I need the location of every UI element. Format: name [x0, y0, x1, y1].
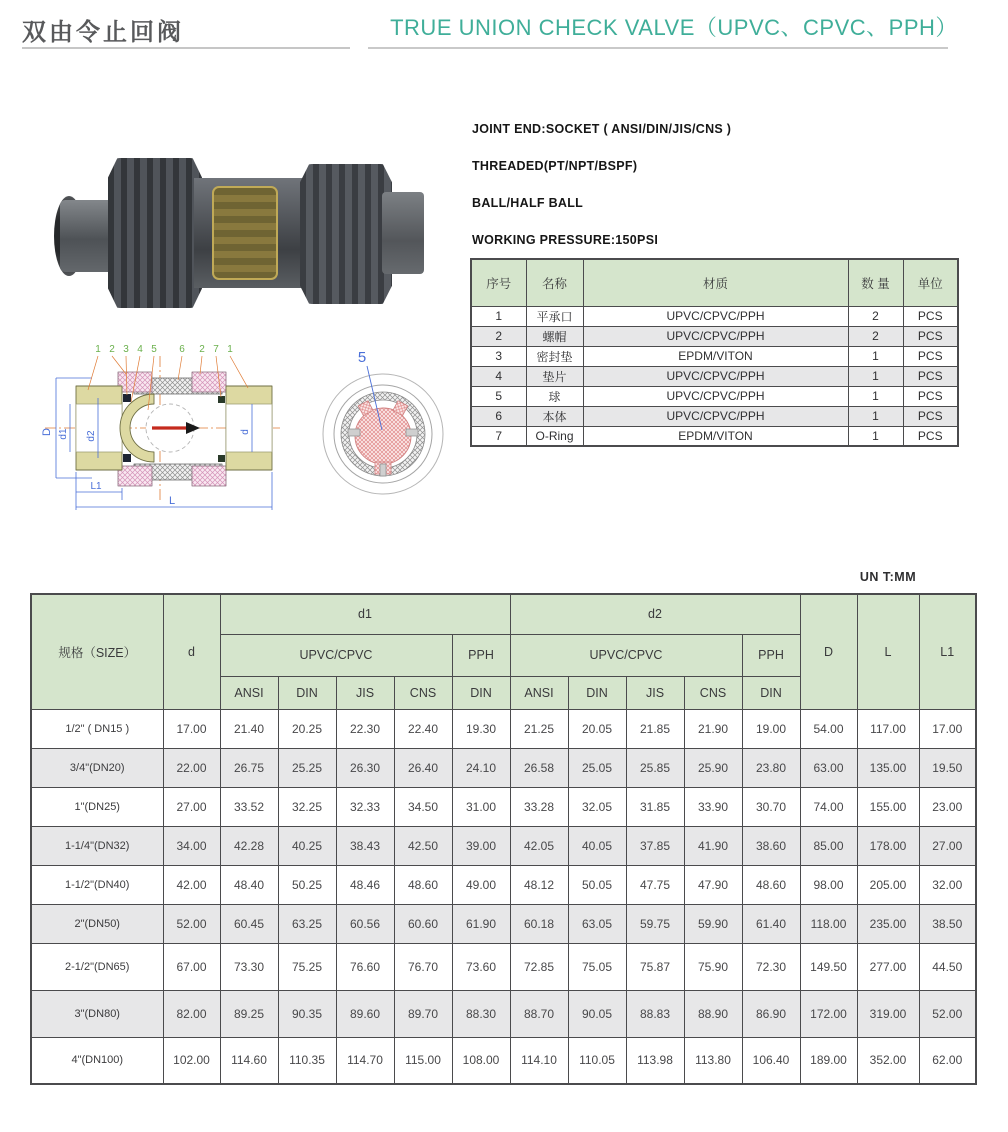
- callout-4: 4: [137, 344, 143, 355]
- table-cell: UPVC/CPVC/PPH: [583, 306, 848, 326]
- table-cell: 19.00: [742, 709, 800, 748]
- std-d2-jis: JIS: [626, 676, 684, 709]
- col-group-d1-pph: PPH: [452, 634, 510, 676]
- table-cell: 114.70: [336, 1037, 394, 1084]
- table-cell: 密封垫: [526, 346, 583, 366]
- table-cell: 52.00: [919, 990, 976, 1037]
- table-cell: 113.80: [684, 1037, 742, 1084]
- table-cell: 38.43: [336, 826, 394, 865]
- table-cell: 1: [848, 386, 903, 406]
- table-cell: 98.00: [800, 865, 857, 904]
- table-cell: 110.05: [568, 1037, 626, 1084]
- table-cell: 63.05: [568, 904, 626, 943]
- product-photo: [58, 120, 424, 344]
- table-cell: PCS: [903, 366, 958, 386]
- table-cell: 螺帽: [526, 326, 583, 346]
- table-cell: 74.00: [800, 787, 857, 826]
- callout-2b: 2: [199, 344, 205, 355]
- table-cell: 75.05: [568, 943, 626, 990]
- union-nut-right: [300, 164, 392, 304]
- spec-ball-type: BALL/HALF BALL: [472, 196, 584, 210]
- table-cell: 86.90: [742, 990, 800, 1037]
- dim-label-D: D: [41, 428, 53, 436]
- callout-2: 2: [109, 344, 115, 355]
- table-cell: 26.75: [220, 748, 278, 787]
- table-cell: 33.52: [220, 787, 278, 826]
- table-cell: 3: [471, 346, 526, 366]
- union-nut-left: [108, 158, 202, 308]
- dim-label-d2: d2: [86, 430, 97, 442]
- table-cell: 48.40: [220, 865, 278, 904]
- callout-7: 7: [213, 344, 219, 355]
- table-cell: 89.70: [394, 990, 452, 1037]
- parts-table-row: [471, 366, 958, 386]
- table-cell: 21.40: [220, 709, 278, 748]
- table-cell: 76.60: [336, 943, 394, 990]
- std-d1-cns: CNS: [394, 676, 452, 709]
- table-cell: 48.60: [742, 865, 800, 904]
- table-cell: 89.25: [220, 990, 278, 1037]
- table-cell: 47.75: [626, 865, 684, 904]
- title-underline-left: [22, 47, 350, 49]
- table-cell: 34.50: [394, 787, 452, 826]
- table-cell: PCS: [903, 346, 958, 366]
- table-cell: 63.25: [278, 904, 336, 943]
- parts-table-header-row: [471, 259, 958, 306]
- callout-1: 1: [95, 344, 101, 355]
- size-table-row: [31, 748, 976, 787]
- table-cell: 32.33: [336, 787, 394, 826]
- table-cell: 172.00: [800, 990, 857, 1037]
- table-cell: 85.00: [800, 826, 857, 865]
- table-cell: O-Ring: [526, 426, 583, 446]
- table-cell: 4"(DN100): [31, 1037, 163, 1084]
- table-cell: 21.25: [510, 709, 568, 748]
- std-d1-pph-din: DIN: [452, 676, 510, 709]
- table-cell: EPDM/VITON: [583, 346, 848, 366]
- table-cell: 47.90: [684, 865, 742, 904]
- table-cell: 60.60: [394, 904, 452, 943]
- table-cell: 31.00: [452, 787, 510, 826]
- size-table-row: [31, 709, 976, 748]
- table-cell: 25.90: [684, 748, 742, 787]
- table-cell: 球: [526, 386, 583, 406]
- table-cell: 22.00: [163, 748, 220, 787]
- col-group-d2: d2: [510, 594, 800, 634]
- table-cell: 38.60: [742, 826, 800, 865]
- table-cell: 44.50: [919, 943, 976, 990]
- table-cell: 1-1/2"(DN40): [31, 865, 163, 904]
- table-cell: 205.00: [857, 865, 919, 904]
- table-cell: 19.30: [452, 709, 510, 748]
- size-table: [30, 593, 977, 1085]
- table-cell: 42.50: [394, 826, 452, 865]
- table-cell: 2"(DN50): [31, 904, 163, 943]
- table-cell: 25.25: [278, 748, 336, 787]
- table-cell: EPDM/VITON: [583, 426, 848, 446]
- table-cell: 189.00: [800, 1037, 857, 1084]
- size-table-row: [31, 990, 976, 1037]
- table-cell: 76.70: [394, 943, 452, 990]
- table-cell: 52.00: [163, 904, 220, 943]
- table-cell: 110.35: [278, 1037, 336, 1084]
- page-title-chinese: 双由令止回阀: [22, 19, 184, 46]
- table-cell: 23.80: [742, 748, 800, 787]
- table-cell: 39.00: [452, 826, 510, 865]
- table-cell: 75.25: [278, 943, 336, 990]
- unit-note: UN T:MM: [859, 570, 917, 584]
- product-specs: [472, 122, 731, 270]
- table-cell: UPVC/CPVC/PPH: [583, 386, 848, 406]
- table-cell: 42.28: [220, 826, 278, 865]
- table-cell: 118.00: [800, 904, 857, 943]
- col-header-L: L: [857, 594, 919, 709]
- table-cell: 2-1/2"(DN65): [31, 943, 163, 990]
- detail-callout-5: 5: [357, 349, 367, 366]
- col-group-d2-pph: PPH: [742, 634, 800, 676]
- col-header-L1: L1: [919, 594, 976, 709]
- page-title-english: TRUE UNION CHECK VALVE（UPVC、CPVC、PPH）: [390, 15, 958, 40]
- table-cell: 1: [471, 306, 526, 326]
- table-cell: 48.46: [336, 865, 394, 904]
- table-cell: 4: [471, 366, 526, 386]
- table-cell: 73.60: [452, 943, 510, 990]
- table-cell: UPVC/CPVC/PPH: [583, 366, 848, 386]
- table-cell: 67.00: [163, 943, 220, 990]
- parts-col-material: 材质: [583, 259, 848, 306]
- table-cell: 22.40: [394, 709, 452, 748]
- dim-label-d1: d1: [58, 428, 69, 440]
- spec-joint-end: JOINT END:SOCKET ( ANSI/DIN/JIS/CNS ): [472, 122, 732, 136]
- table-cell: 114.10: [510, 1037, 568, 1084]
- table-cell: 20.25: [278, 709, 336, 748]
- table-cell: 88.90: [684, 990, 742, 1037]
- table-cell: 32.05: [568, 787, 626, 826]
- valve-label: [212, 186, 278, 280]
- table-cell: 25.85: [626, 748, 684, 787]
- table-cell: 62.00: [919, 1037, 976, 1084]
- table-cell: 75.87: [626, 943, 684, 990]
- table-cell: 82.00: [163, 990, 220, 1037]
- table-cell: 平承口: [526, 306, 583, 326]
- table-cell: 6: [471, 406, 526, 426]
- table-cell: 2: [848, 306, 903, 326]
- callout-6: 6: [179, 344, 185, 355]
- table-cell: UPVC/CPVC/PPH: [583, 406, 848, 426]
- table-cell: 42.00: [163, 865, 220, 904]
- std-d2-ansi: ANSI: [510, 676, 568, 709]
- table-cell: 115.00: [394, 1037, 452, 1084]
- table-cell: 25.05: [568, 748, 626, 787]
- table-cell: 235.00: [857, 904, 919, 943]
- table-cell: 108.00: [452, 1037, 510, 1084]
- table-cell: 54.00: [800, 709, 857, 748]
- table-cell: 33.90: [684, 787, 742, 826]
- table-cell: 5: [471, 386, 526, 406]
- table-cell: 27.00: [919, 826, 976, 865]
- col-header-d: d: [163, 594, 220, 709]
- table-cell: 23.00: [919, 787, 976, 826]
- callout-5: 5: [151, 344, 157, 355]
- table-cell: 50.05: [568, 865, 626, 904]
- valve-right-end: [382, 192, 424, 274]
- table-cell: 73.30: [220, 943, 278, 990]
- parts-table-row: [471, 346, 958, 366]
- table-cell: 277.00: [857, 943, 919, 990]
- size-table-row: [31, 943, 976, 990]
- table-cell: 106.40: [742, 1037, 800, 1084]
- table-cell: UPVC/CPVC/PPH: [583, 326, 848, 346]
- table-cell: 32.25: [278, 787, 336, 826]
- parts-col-name: 名称: [526, 259, 583, 306]
- col-header-size: 规格（SIZE）: [31, 594, 163, 709]
- callout-1b: 1: [227, 344, 233, 355]
- table-cell: 1: [848, 426, 903, 446]
- std-d2-cns: CNS: [684, 676, 742, 709]
- table-cell: 本体: [526, 406, 583, 426]
- dim-label-L: L: [168, 495, 176, 507]
- table-cell: 34.00: [163, 826, 220, 865]
- table-cell: 26.58: [510, 748, 568, 787]
- table-cell: 149.50: [800, 943, 857, 990]
- table-cell: 2: [471, 326, 526, 346]
- col-group-d1: d1: [220, 594, 510, 634]
- title-underline-right: [368, 47, 948, 49]
- table-cell: 41.90: [684, 826, 742, 865]
- table-cell: 135.00: [857, 748, 919, 787]
- technical-drawing: [30, 340, 470, 520]
- table-cell: 90.05: [568, 990, 626, 1037]
- table-cell: 32.00: [919, 865, 976, 904]
- table-cell: 38.50: [919, 904, 976, 943]
- table-cell: 1: [848, 406, 903, 426]
- table-cell: 1"(DN25): [31, 787, 163, 826]
- table-cell: 42.05: [510, 826, 568, 865]
- table-cell: 48.60: [394, 865, 452, 904]
- table-cell: 24.10: [452, 748, 510, 787]
- table-cell: 50.25: [278, 865, 336, 904]
- table-cell: 102.00: [163, 1037, 220, 1084]
- table-cell: 垫片: [526, 366, 583, 386]
- table-cell: 1: [848, 366, 903, 386]
- spec-working-pressure: WORKING PRESSURE:150PSI: [472, 233, 659, 247]
- table-cell: 49.00: [452, 865, 510, 904]
- std-d1-jis: JIS: [336, 676, 394, 709]
- table-cell: 1-1/4"(DN32): [31, 826, 163, 865]
- std-d1-ansi: ANSI: [220, 676, 278, 709]
- table-cell: 26.30: [336, 748, 394, 787]
- table-cell: 72.30: [742, 943, 800, 990]
- table-cell: 31.85: [626, 787, 684, 826]
- size-table-row: [31, 826, 976, 865]
- parts-table-row: [471, 386, 958, 406]
- parts-col-qty: 数 量: [848, 259, 903, 306]
- size-table-row: [31, 787, 976, 826]
- table-cell: PCS: [903, 306, 958, 326]
- table-cell: 27.00: [163, 787, 220, 826]
- std-d1-din: DIN: [278, 676, 336, 709]
- col-header-D: D: [800, 594, 857, 709]
- table-cell: PCS: [903, 326, 958, 346]
- table-cell: 2: [848, 326, 903, 346]
- table-cell: 17.00: [163, 709, 220, 748]
- table-cell: 60.56: [336, 904, 394, 943]
- table-cell: 59.90: [684, 904, 742, 943]
- table-cell: 17.00: [919, 709, 976, 748]
- size-table-row: [31, 1037, 976, 1084]
- table-cell: 21.90: [684, 709, 742, 748]
- table-cell: 30.70: [742, 787, 800, 826]
- table-cell: PCS: [903, 426, 958, 446]
- table-cell: 59.75: [626, 904, 684, 943]
- parts-table-row: [471, 306, 958, 326]
- table-cell: 33.28: [510, 787, 568, 826]
- table-cell: 89.60: [336, 990, 394, 1037]
- parts-table: [470, 258, 959, 447]
- table-cell: 19.50: [919, 748, 976, 787]
- table-cell: 3"(DN80): [31, 990, 163, 1037]
- table-cell: 90.35: [278, 990, 336, 1037]
- table-cell: 3/4"(DN20): [31, 748, 163, 787]
- table-cell: 22.30: [336, 709, 394, 748]
- parts-col-unit: 单位: [903, 259, 958, 306]
- table-cell: 26.40: [394, 748, 452, 787]
- table-cell: 114.60: [220, 1037, 278, 1084]
- table-cell: 352.00: [857, 1037, 919, 1084]
- parts-col-no: 序号: [471, 259, 526, 306]
- col-group-d2-upvc: UPVC/CPVC: [510, 634, 742, 676]
- table-cell: 113.98: [626, 1037, 684, 1084]
- dim-label-L1: L1: [90, 481, 102, 492]
- size-table-row: [31, 904, 976, 943]
- spec-threaded: THREADED(PT/NPT/BSPF): [472, 159, 638, 173]
- table-cell: 37.85: [626, 826, 684, 865]
- parts-table-row: [471, 326, 958, 346]
- table-cell: 1/2" ( DN15 ): [31, 709, 163, 748]
- table-cell: 1: [848, 346, 903, 366]
- table-cell: 88.30: [452, 990, 510, 1037]
- table-cell: 61.90: [452, 904, 510, 943]
- table-cell: 60.18: [510, 904, 568, 943]
- table-cell: 63.00: [800, 748, 857, 787]
- table-cell: 48.12: [510, 865, 568, 904]
- table-cell: 117.00: [857, 709, 919, 748]
- table-cell: 319.00: [857, 990, 919, 1037]
- parts-table-row: [471, 406, 958, 426]
- table-cell: 40.25: [278, 826, 336, 865]
- size-table-row: [31, 865, 976, 904]
- table-cell: 75.90: [684, 943, 742, 990]
- table-cell: 88.70: [510, 990, 568, 1037]
- col-group-d1-upvc: UPVC/CPVC: [220, 634, 452, 676]
- dim-label-d: d: [240, 429, 251, 435]
- table-cell: 7: [471, 426, 526, 446]
- table-cell: PCS: [903, 386, 958, 406]
- table-cell: 61.40: [742, 904, 800, 943]
- std-d2-pph-din: DIN: [742, 676, 800, 709]
- valve-cross-section: [76, 372, 272, 486]
- ball-detail-view: [323, 349, 443, 494]
- size-table-header-row-1: [31, 594, 976, 634]
- table-cell: 88.83: [626, 990, 684, 1037]
- callout-3: 3: [123, 344, 129, 355]
- parts-table-row: [471, 426, 958, 446]
- table-cell: 178.00: [857, 826, 919, 865]
- table-cell: PCS: [903, 406, 958, 426]
- table-cell: 20.05: [568, 709, 626, 748]
- table-cell: 21.85: [626, 709, 684, 748]
- table-cell: 60.45: [220, 904, 278, 943]
- table-cell: 72.85: [510, 943, 568, 990]
- table-cell: 155.00: [857, 787, 919, 826]
- table-cell: 40.05: [568, 826, 626, 865]
- std-d2-din: DIN: [568, 676, 626, 709]
